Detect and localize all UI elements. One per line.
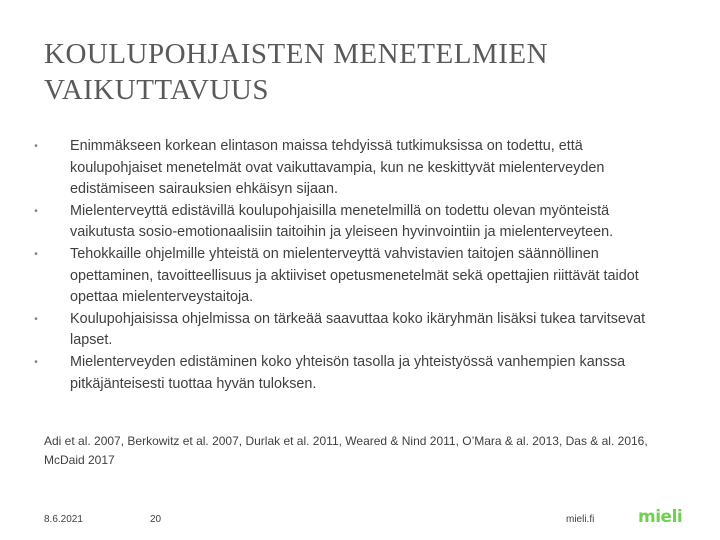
- bullet-item: [34, 201, 674, 244]
- bullet-text: Mielenterveyttä edistävillä koulupohjaisilla menetelmillä on todettu olevan myönteistä vaikutusta sosio-emotionaalisiin taitoihin ja yleiseen hyvinvointiin ja mielenterveyteen.: [70, 202, 614, 241]
- bullet-text: Koulupohjaisissa ohjelmissa on tärkeää saavuttaa koko ikäryhmän lisäksi tukea tarvitsevat lapset.: [70, 310, 646, 349]
- bullet-text: Mielenterveyden edistäminen koko yhteisön tasolla ja yhteistyössä vanhempien kanssa pitkäjänteisesti tuottaa hyvän tuloksen.: [70, 353, 626, 392]
- bullet-item: [34, 244, 674, 309]
- references: Adi et al. 2007, Berkowitz et al. 2007, Durlak et al. 2011, Weared & Nind 2011, O’Mara & al. 2013, Das & al. 2016, McDaid 2017: [44, 434, 648, 467]
- bullet-text: Enimmäkseen korkean elintason maissa tehdyissä tutkimuksissa on todettu, että koulupohjaiset menetelmät ovat vaikuttavampia, kun ne keskittyvät mielenterveyden edistämiseen sairauksien ehkäisyn sijaan.: [70, 138, 605, 198]
- bullet-item: [34, 309, 674, 352]
- bullet-marker: •: [34, 313, 38, 325]
- bullet-marker: •: [34, 248, 38, 260]
- page-number: 20: [150, 514, 162, 525]
- bullet-list: [34, 136, 674, 395]
- bullet-marker: •: [34, 205, 38, 217]
- footer-date: 8.6.2021: [44, 514, 83, 525]
- bullet-marker: •: [34, 141, 38, 152]
- title-line-1: KOULUPOHJAISTEN MENETELMIEN: [44, 38, 549, 70]
- bullet-text: Tehokkaille ohjelmille yhteistä on mielenterveyttä vahvistavien taitojen säännöllinen opettaminen, tavoitteellisuus ja aktiiviset opetusmenetelmät sekä opettajien riittävät taidot opettaa mielenterveystaitoja.: [70, 245, 639, 306]
- mieli-logo: mieli: [638, 507, 683, 527]
- bullet-item: [34, 352, 674, 395]
- footer-site-link[interactable]: mieli.fi: [566, 514, 595, 525]
- title-line-2: VAIKUTTAVUUS: [44, 74, 269, 106]
- bullet-item: [34, 136, 674, 201]
- slide-title: [44, 36, 684, 108]
- bullet-marker: •: [34, 356, 38, 368]
